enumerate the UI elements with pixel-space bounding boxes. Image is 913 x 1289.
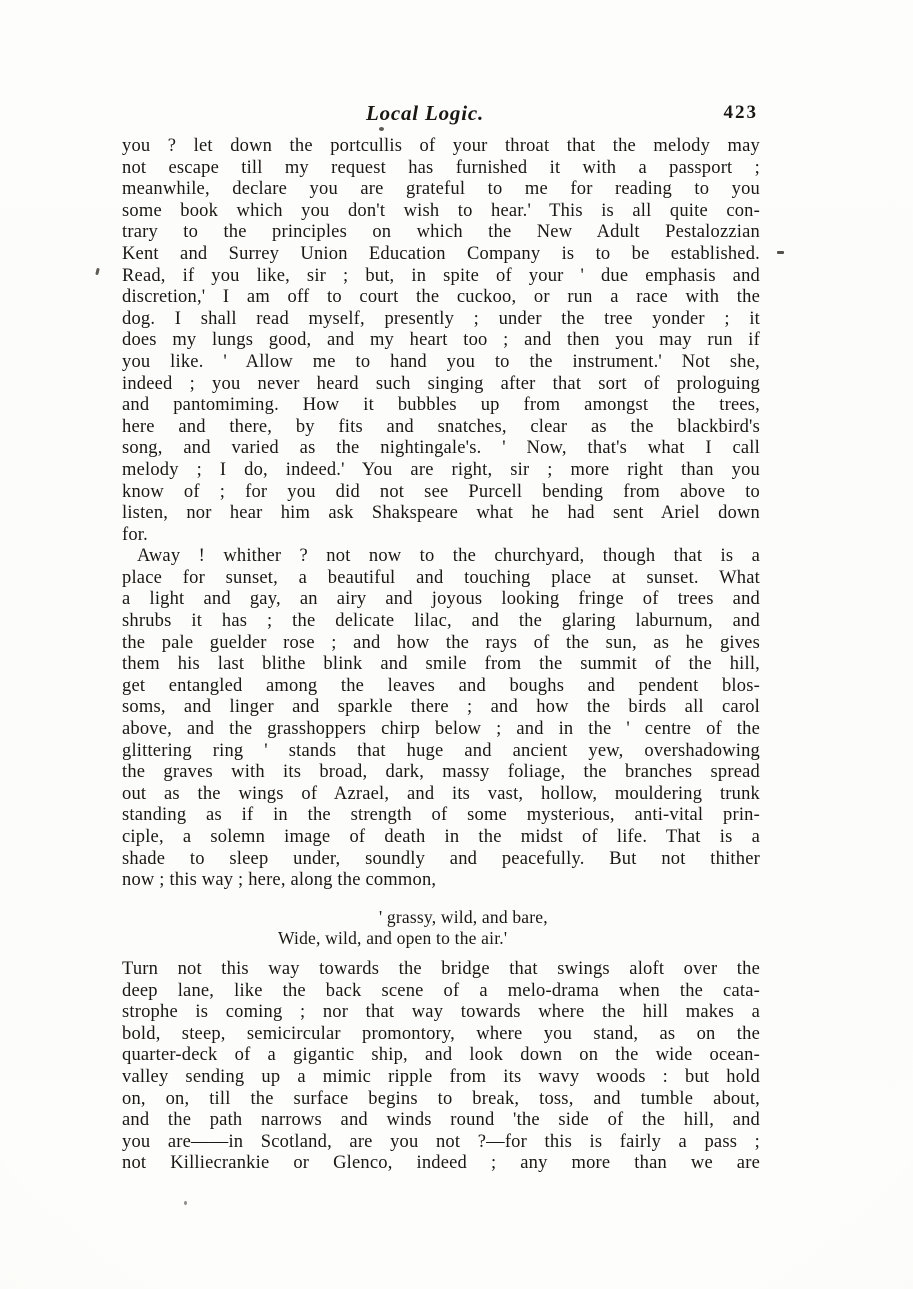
text-line: Turn not this way towards the bridge that swings aloft over the xyxy=(122,958,760,979)
text-line: shrubs it has ; the delicate lilac, and the glaring laburnum, and xyxy=(122,611,760,632)
text-line: ciple, a solemn image of death in the midst of life. That is a xyxy=(122,827,760,847)
text-line: valley sending up a mimic ripple from its wavy woods : but hold xyxy=(122,1066,760,1087)
text-line: not Killiecrankie or Glenco, indeed ; any more than we are xyxy=(122,1153,760,1174)
text-line: now ; this way ; here, along the common, xyxy=(122,870,437,891)
text-line: song, and varied as the nightingale's. ' Now, that's what I call xyxy=(122,438,760,459)
text-line: does my lungs good, and my heart too ; and then you may run if xyxy=(122,330,760,351)
text-line: Read, if you like, sir ; but, in spite of your ' due emphasis and xyxy=(122,265,760,286)
text-line: bold, steep, semicircular promontory, where you stand, as on the xyxy=(122,1023,760,1044)
text-line: you like. ' Allow me to hand you to the instrument.' Not she, xyxy=(122,351,760,372)
text-line: discretion,' I am off to court the cuckoo, or run a race with the xyxy=(122,287,760,308)
text-line: and pantomiming. How it bubbles up from amongst the trees, xyxy=(122,395,760,416)
verse-quote xyxy=(278,907,760,950)
page-body-text xyxy=(122,136,760,1175)
text-line: soms, and linger and sparkle there ; and how the birds all carol xyxy=(122,697,760,718)
paragraph xyxy=(122,136,760,546)
text-line: ' grassy, wild, and bare, xyxy=(379,906,548,927)
paragraph xyxy=(122,959,760,1175)
text-line: a light and gay, an airy and joyous looking fringe of trees and xyxy=(122,589,760,610)
text-line: get entangled among the leaves and boughs and pendent blos- xyxy=(122,675,760,696)
scan-artifact-dash xyxy=(777,251,784,254)
text-line: Wide, wild, and open to the air.' xyxy=(278,928,508,949)
text-line: not escape till my request has furnished it with a passport ; xyxy=(122,157,760,178)
text-line: dog. I shall read myself, presently ; under the tree yonder ; it xyxy=(122,308,760,329)
text-line: them his last blithe blink and smile from the summit of the hill, xyxy=(122,654,760,675)
text-line: deep lane, like the back scene of a melo-drama when the cata- xyxy=(122,980,760,1001)
text-line: standing as if in the strength of some mysterious, anti-vital prin- xyxy=(122,805,760,826)
text-line: trary to the principles on which the New Adult Pestalozzian xyxy=(122,222,760,243)
scan-artifact-dot-header xyxy=(379,127,384,131)
text-line: glittering ring ' stands that huge and ancient yew, overshadowing xyxy=(122,740,760,761)
paragraph xyxy=(122,546,760,892)
text-line: strophe is coming ; nor that way towards where the hill makes a xyxy=(122,1002,760,1023)
text-line: shade to sleep under, soundly and peacefully. But not thither xyxy=(122,848,760,869)
text-line: for. xyxy=(122,524,148,545)
text-line: indeed ; you never heard such singing after that sort of prologuing xyxy=(122,373,760,394)
page-number: 423 xyxy=(723,102,758,123)
text-line: the graves with its broad, dark, massy foliage, the branches spread xyxy=(122,762,760,783)
text-line: meanwhile, declare you are grateful to me for reading to you xyxy=(122,179,760,200)
text-line: Away ! whither ? not now to the churchyard, though that is a xyxy=(137,546,760,567)
text-line: above, and the grasshoppers chirp below ; and in the ' centre of the xyxy=(122,719,760,740)
text-line: you are——in Scotland, are you not ?—for this is fairly a pass ; xyxy=(122,1131,760,1152)
scan-artifact-dot-bottom xyxy=(184,1201,187,1205)
text-line: melody ; I do, indeed.' You are right, sir ; more right than you xyxy=(122,459,760,480)
text-line: here and there, by fits and snatches, clear as the blackbird's xyxy=(122,416,760,437)
text-line: you ? let down the portcullis of your throat that the melody may xyxy=(122,136,760,156)
text-line: the pale guelder rose ; and how the rays of the sun, as he gives xyxy=(122,632,760,653)
text-line: know of ; for you did not see Purcell bending from above to xyxy=(122,481,760,502)
running-head xyxy=(122,101,760,127)
text-line: some book which you don't wish to hear.' This is all quite con- xyxy=(122,200,760,221)
text-line: listen, nor hear him ask Shakspeare what he had sent Ariel down xyxy=(122,503,760,524)
text-line: and the path narrows and winds round 'the side of the hill, and xyxy=(122,1110,760,1131)
scan-artifact-apostrophe xyxy=(95,268,100,276)
running-title: Local Logic. xyxy=(365,101,485,125)
text-line: on, on, till the surface begins to break, toss, and tumble about, xyxy=(122,1088,760,1109)
text-line: Kent and Surrey Union Education Company is to be established. xyxy=(122,243,760,264)
text-line: quarter-deck of a gigantic ship, and look down on the wide ocean- xyxy=(122,1045,760,1066)
text-line: place for sunset, a beautiful and touching place at sunset. What xyxy=(122,567,760,588)
text-line: out as the wings of Azrael, and its vast, hollow, mouldering trunk xyxy=(122,783,760,804)
